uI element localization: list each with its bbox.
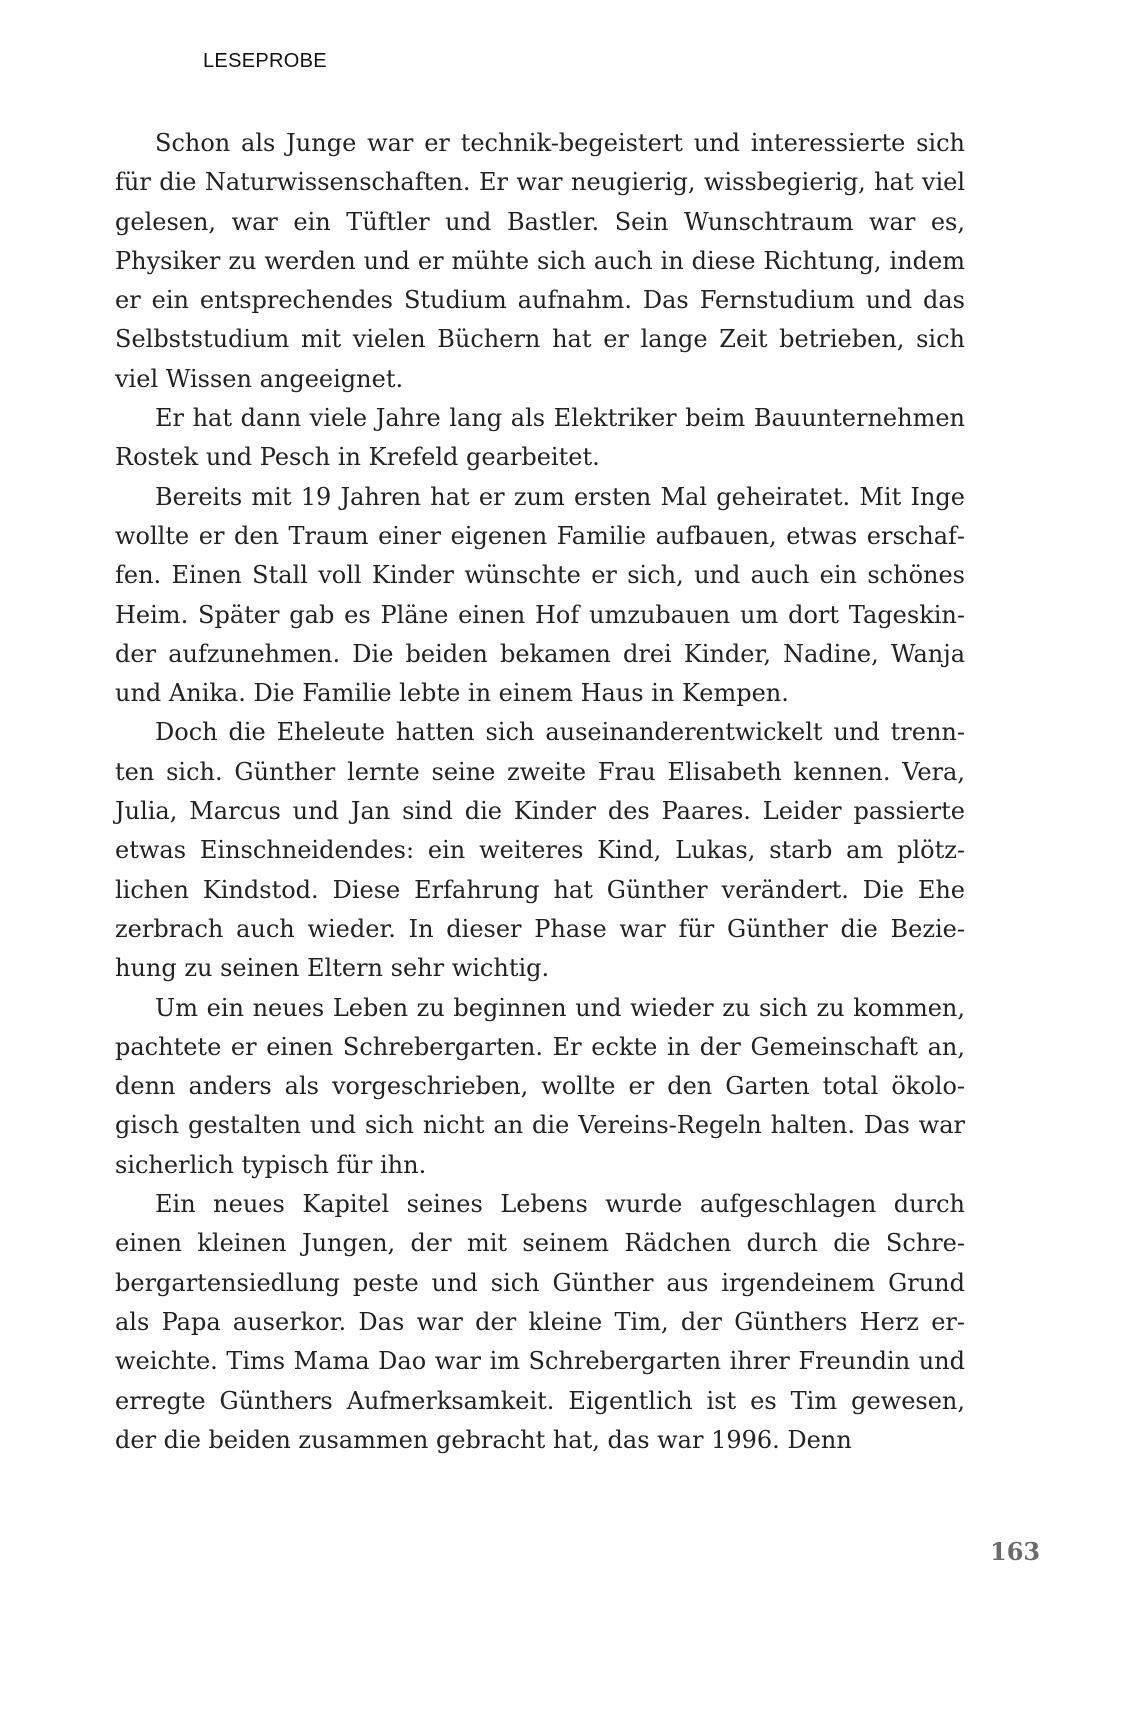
body-text [115,124,965,1460]
running-header: LESEPROBE [203,50,327,72]
paragraph-3: Bereits mit 19 Jahren hat er zum ersten Mal geheiratet. Mit Inge wollte er den Traum einer eigenen Familie aufbauen, etwas erschaffen. Einen Stall voll Kinder wünschte er sich, und auch ein schönes Heim. Später gab es Pläne einen Hof umzubauen um dort Tageskinder aufzunehmen. Die beiden bekamen drei Kinder, Nadine, Wanja und Anika. Die Familie lebte in einem Haus in Kempen. [115,482,965,708]
paragraph-5: Um ein neues Leben zu beginnen und wieder zu sich zu kommen, pachtete er einen Schrebergarten. Er eckte in der Gemeinschaft an, denn anders als vorgeschrieben, wollte er den Garten total ökologisch gestalten und sich nicht an die Vereins-Regeln halten. Das war sicherlich typisch für ihn. [115,993,965,1179]
paragraph-4: Doch die Eheleute hatten sich auseinanderentwickelt und trennten sich. Günther lernte seine zweite Frau Elisabeth kennen. Vera, Julia, Marcus und Jan sind die Kinder des Paares. Leider passierte etwas Einschneidendes: ein weiteres Kind, Lukas, starb am plötzlichen Kindstod. Diese Erfahrung hat Günther verändert. Die Ehe zerbrach auch wieder. In dieser Phase war für Günther die Beziehung zu seinen Eltern sehr wichtig. [115,718,965,983]
page-number: 163 [990,1537,1041,1566]
paragraph-6: Ein neues Kapitel seines Lebens wurde aufgeschlagen durch einen kleinen Jungen, der mit seinem Rädchen durch die Schrebergartensiedlung peste und sich Günther aus irgendeinem Grund als Papa auserkor. Das war der kleine Tim, der Günthers Herz erweichte. Tims Mama Dao war im Schrebergarten ihrer Freundin und erregte Günthers Aufmerksamkeit. Eigentlich ist es Tim gewesen, der die beiden zusammen gebracht hat, das war 1996. Denn [115,1190,965,1454]
paragraph-2: Er hat dann viele Jahre lang als Elektriker beim Bauunternehmen Rostek und Pesch in Krefeld gearbeitet. [115,404,965,472]
paragraph-1: Schon als Junge war er technik-begeistert und interessierte sich für die Naturwissenschaften. Er war neugierig, wissbegierig, hat viel gelesen, war ein Tüftler und Bastler. Sein Wunschtraum war es, Physiker zu werden und er mühte sich auch in diese Richtung, indem er ein entsprechendes Studium aufnahm. Das Fernstudium und das Selbststudium mit vielen Büchern hat er lange Zeit betrieben, sich viel Wissen angeeignet. [115,129,965,393]
